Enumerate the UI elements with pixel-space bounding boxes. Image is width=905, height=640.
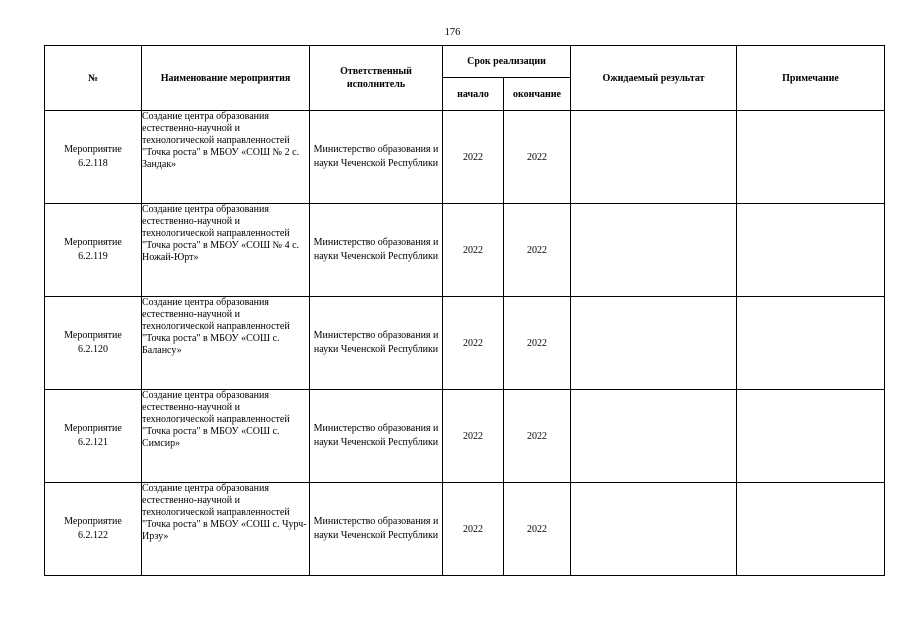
start-year: 2022 — [443, 204, 504, 297]
activity-name: Создание центра образования естественно-научной и технологической направленностей "Точка роста" в МБОУ «СОШ № 2 с. Зандак» — [142, 111, 310, 204]
header-implementation-period: Срок реализации — [443, 46, 571, 78]
start-year: 2022 — [443, 390, 504, 483]
end-year: 2022 — [504, 297, 571, 390]
activity-name: Создание центра образования естественно-научной и технологической направленностей "Точка роста" в МБОУ «СОШ № 4 с. Ножай-Юрт» — [142, 204, 310, 297]
note — [737, 483, 885, 576]
activity-name: Создание центра образования естественно-научной и технологической направленностей "Точка роста" в МБОУ «СОШ с. Балансу» — [142, 297, 310, 390]
responsible-executor: Министерство образования и науки Чеченской Республики — [310, 297, 443, 390]
header-note: Примечание — [737, 46, 885, 111]
responsible-executor: Министерство образования и науки Чеченской Республики — [310, 483, 443, 576]
table-row — [45, 204, 885, 297]
row-number-cell — [45, 204, 142, 297]
start-year: 2022 — [443, 483, 504, 576]
table-row — [45, 390, 885, 483]
row-number-label: Мероприятие — [64, 237, 122, 248]
expected-result — [571, 483, 737, 576]
header-number: № — [45, 46, 142, 111]
end-year: 2022 — [504, 204, 571, 297]
row-number-code: 6.2.122 — [78, 530, 108, 541]
table-row — [45, 111, 885, 204]
row-number-label: Мероприятие — [64, 423, 122, 434]
header-row-top — [45, 46, 885, 78]
header-responsible: Ответственный исполнитель — [310, 46, 443, 111]
expected-result — [571, 297, 737, 390]
row-number-code: 6.2.118 — [78, 158, 108, 169]
row-number-label: Мероприятие — [64, 516, 122, 527]
expected-result — [571, 390, 737, 483]
expected-result — [571, 111, 737, 204]
row-number-code: 6.2.120 — [78, 344, 108, 355]
header-start: начало — [443, 78, 504, 111]
table-row — [45, 297, 885, 390]
header-end: окончание — [504, 78, 571, 111]
row-number-cell — [45, 390, 142, 483]
header-activity-name: Наименование мероприятия — [142, 46, 310, 111]
activities-table — [44, 45, 885, 576]
row-number-code: 6.2.121 — [78, 437, 108, 448]
table-row — [45, 483, 885, 576]
note — [737, 390, 885, 483]
expected-result — [571, 204, 737, 297]
end-year: 2022 — [504, 483, 571, 576]
end-year: 2022 — [504, 390, 571, 483]
end-year: 2022 — [504, 111, 571, 204]
note — [737, 111, 885, 204]
row-number-label: Мероприятие — [64, 144, 122, 155]
responsible-executor: Министерство образования и науки Чеченской Республики — [310, 390, 443, 483]
header-expected-result: Ожидаемый результат — [571, 46, 737, 111]
note — [737, 204, 885, 297]
responsible-executor: Министерство образования и науки Чеченской Республики — [310, 111, 443, 204]
row-number-cell — [45, 111, 142, 204]
row-number-cell — [45, 483, 142, 576]
activity-name: Создание центра образования естественно-научной и технологической направленностей "Точка роста" в МБОУ «СОШ с. Чурч-Ирзу» — [142, 483, 310, 576]
row-number-label: Мероприятие — [64, 330, 122, 341]
page-number: 176 — [444, 27, 461, 38]
note — [737, 297, 885, 390]
activity-name: Создание центра образования естественно-научной и технологической направленностей "Точка роста" в МБОУ «СОШ с. Симсир» — [142, 390, 310, 483]
row-number-cell — [45, 297, 142, 390]
responsible-executor: Министерство образования и науки Чеченской Республики — [310, 204, 443, 297]
row-number-code: 6.2.119 — [78, 251, 108, 262]
start-year: 2022 — [443, 297, 504, 390]
start-year: 2022 — [443, 111, 504, 204]
